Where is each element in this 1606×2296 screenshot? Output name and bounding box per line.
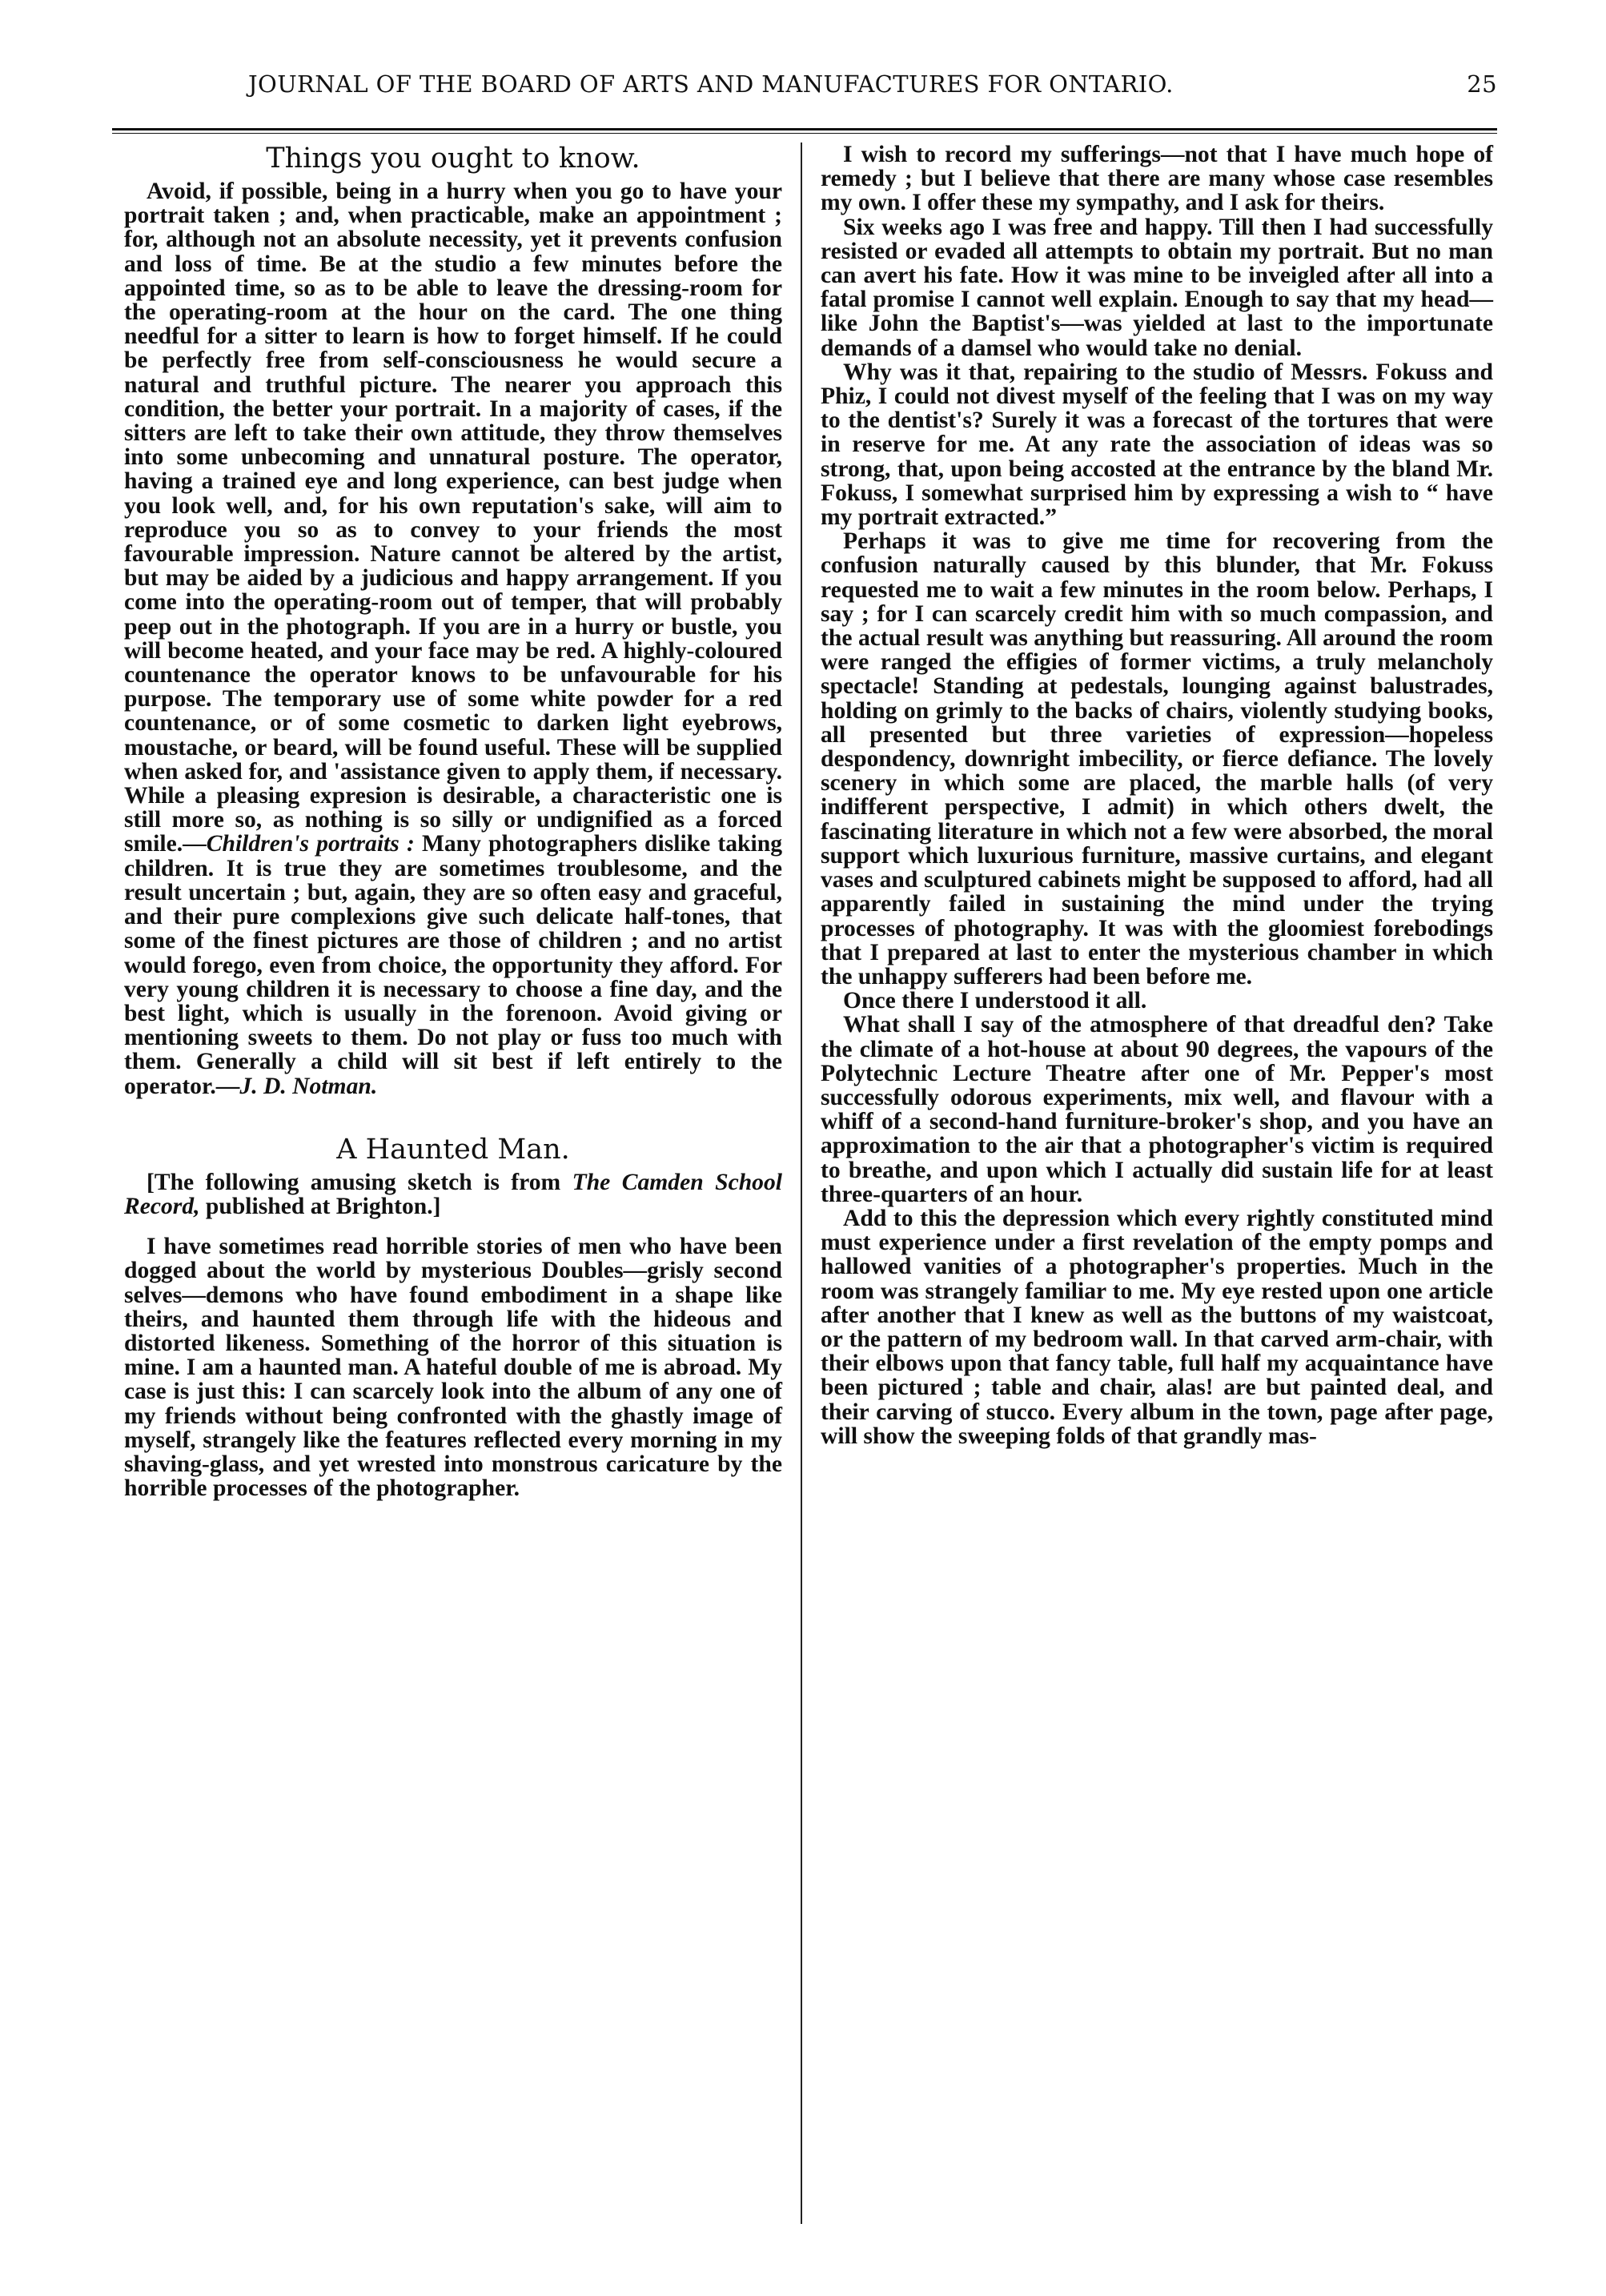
editorial-intro (124, 1170, 782, 1218)
right-column (821, 142, 1493, 1448)
article-paragraph (124, 179, 782, 1098)
article-paragraph: Six weeks ago I was free and happy. Till then I had successfully resisted or evaded all attempts to obtain my portrait. But no man can avert his fate. How it was mine to be inveigled after all into a fatal promise I cannot well explain. Enough to say that my head—like John the Baptist's—was yielded at last to the importunate demands of a damsel who would take no denial. (821, 214, 1493, 361)
intro-text: [The following amusing sketch is from (147, 1169, 572, 1195)
left-column (124, 142, 782, 1500)
section-heading-a-haunted-man: A Haunted Man. (336, 1133, 570, 1166)
header-rule (112, 128, 1497, 134)
article-paragraph: What shall I say of the atmosphere of that dreadful den? Take the climate of a hot-house at about 90 degrees, the vapours of the Polytechnic Lecture Theatre after one of Mr. Pepper's most successfully odorous experiments, mix well, and flavour with a whiff of a second-hand furniture-broker's shop, and you have an approximation to the air that a photographer's victim is required to breathe, and upon which I actually did sustain life for at least three-quarters of an hour. (821, 1012, 1493, 1207)
italic-subheading: Children's portraits : (206, 831, 415, 857)
intro-text: published at Brighton.] (199, 1193, 441, 1219)
article-paragraph: Perhaps it was to give me time for recovering from the confusion naturally caused by this blunder, that Mr. Fokuss requested me to wait a few minutes in the room below. Perhaps, I say ; for I can scarcely credit him with so much compassion, and the actual result was anything but reassuring. All around the room were ranged the effigies of former victims, a truly melancholy spectacle! Standing at pedestals, lounging against balustrades, holding on grimly to the backs of chairs, violently studying books, all presented but three varieties of expression—hopeless despondency, downright imbecility, or fierce defiance. The lovely scenery in which some are placed, the marble halls (of very indifferent perspective, I admit) in which others dwelt, the fascinating literature in which not a few were absorbed, the moral support which luxurious furniture, massive curtains, and elegant vases and sculptured cabinets might be supposed to afford, had all apparently failed in sustaining the mind under the trying processes of photography. It was with the gloomiest forebodings that I prepared at last to enter the mysterious chamber in which the unhappy sufferers had been before me. (821, 528, 1493, 989)
article-paragraph: I have sometimes read horrible stories of men who have been dogged about the world by mysterious Doubles—grisly second selves—demons who have found embodiment in a shape like theirs, and haunted them through life with the hideous and distorted likeness. Something of the horror of this situation is mine. I am a haunted man. A hateful double of me is abroad. My case is just this: I can scarcely look into the album of any one of my friends without being confronted with the ghastly image of myself, strangely like the features reflected every morning in my shaving-glass, and yet wrested into monstrous caricature by the horrible processes of the photographer. (124, 1234, 782, 1502)
running-head (112, 70, 1497, 106)
article-paragraph: Once there I understood it all. (843, 988, 1147, 1014)
article-paragraph: Why was it that, repairing to the studio of Messrs. Fokuss and Phiz, I could not divest myself of the feeling that I was on my way to the dentist's? Surely it was a forecast of the tortures that were in reserve for me. At any rate the association of ideas was so strong, that, upon being accosted at the entrance by the bland Mr. Fokuss, I somewhat surprised him by expressing a wish to “ have my portrait extracted.” (821, 359, 1493, 531)
source-title: The Camden School Record, (124, 1169, 782, 1219)
page-number: 25 (1467, 70, 1497, 98)
author-signature: J. D. Notman. (239, 1073, 378, 1099)
paragraph-text: Many photographers dislike taking children. It is true they are sometimes troublesome, and the result uncertain ; but, again, they are so often easy and graceful, and their pure complexions give such delicate half-tones, that some of the finest pictures are those of children ; and no artist would forego, even from choice, the opportunity they afford. For very young children it is necessary to choose a fine day, and the best light, which is usually in the forenoon. Avoid giving or mentioning sweets to them. Do not play or fuss too much with them. Generally a child will sit best if left entirely to the operator.— (124, 831, 782, 1099)
section-heading-things-you-ought-to-know: Things you ought to know. (266, 142, 640, 175)
article-paragraph: Add to this the depression which every rightly constituted mind must experience under a first revelation of the empty pomps and hallowed vanities of a photographer's properties. Much in the room was strangely familiar to me. My eye rested upon one article after another that I knew as well as the buttons of my waistcoat, or the pattern of my bedroom wall. In that carved arm-chair, with their elbows upon that fancy table, full half my acquaintance have been pictured ; table and chair, alas! are but painted deal, and their carving of stucco. Every album in the town, page after page, will show the sweeping folds of that grandly mas- (821, 1205, 1493, 1449)
journal-title: JOURNAL OF THE BOARD OF ARTS AND MANUFACTURES FOR ONTARIO. (248, 70, 1174, 98)
column-divider (801, 142, 802, 2224)
paragraph-text: Avoid, if possible, being in a hurry when you go to have your portrait taken ; and, when practicable, make an appointment ; for, although not an absolute necessity, yet it prevents confusion and loss of time. Be at the studio a few minutes before the appointed time, so as to be able to leave the dressing-room for the operating-room at the hour on the card. The one thing needful for a sitter to learn is how to forget himself. If he could be perfectly free from self-consciousness he would secure a natural and truthful picture. The nearer you approach this condition, the better your portrait. In a majority of cases, if the sitters are left to take their own attitude, they throw themselves into some unbecoming and unnatural posture. The operator, having a trained eye and long experience, can best judge when you look well, and, for his own reputation's sake, will aim to reproduce you so as to convey to your friends the most favourable impression. Nature cannot be altered by the artist, but may be aided by a judicious and happy arrangement. If you come into the operating-room out of temper, that will probably peep out in the photograph. If you are in a hurry or bustle, you will become heated, and your face may be red. A highly-coloured countenance the operator knows to be unfavourable for his purpose. The temporary use of some white powder for a red countenance, or of some cosmetic to darken light eyebrows, moustache, or beard, will be found useful. These will be supplied when asked for, and 'assistance given to apply them, if necessary. While a pleasing expresion is desirable, a characteristic one is still more so, as nothing is so silly or undignified as a forced smile.— (124, 179, 782, 857)
article-paragraph: I wish to record my sufferings—not that I have much hope of remedy ; but I believe that there are many whose case resembles my own. I offer these my sympathy, and I ask for theirs. (821, 142, 1493, 216)
